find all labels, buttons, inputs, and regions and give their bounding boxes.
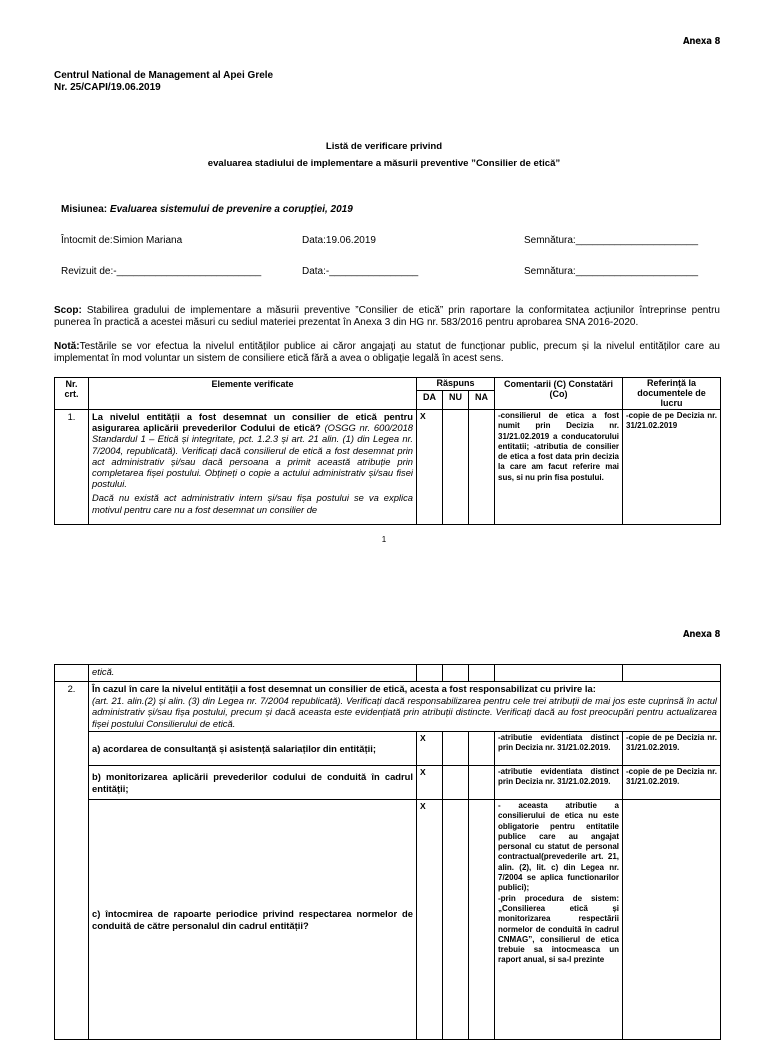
org-ref: Nr. 25/CAPI/19.06.2019 <box>54 82 161 93</box>
table-row <box>55 410 721 525</box>
scope-label: Scop: <box>54 305 82 316</box>
mission-label: Misiunea: <box>61 204 108 215</box>
prepared-date: Data:19.06.2019 <box>302 235 376 246</box>
title-line-1: Listă de verificare privind <box>325 141 443 152</box>
answer-na <box>469 410 495 525</box>
header-answer: Răspuns <box>417 378 495 391</box>
signature-1: Semnătura:______________________ <box>524 235 699 246</box>
empty-cell <box>443 665 469 682</box>
header-na: NA <box>469 391 495 410</box>
sub-b-comment: -atributie evidentiata distinct prin Decizia nr. 31/21.02.2019. <box>495 766 623 800</box>
table-row <box>55 766 721 800</box>
sub-a-reference: -copie de pe Decizia nr. 31/21.02.2019. <box>623 732 721 766</box>
answer-nu <box>443 410 469 525</box>
empty-cell <box>443 732 469 766</box>
page-separator <box>0 556 768 568</box>
empty-cell <box>443 766 469 800</box>
table-row <box>55 665 721 682</box>
annex-label: Anexa 8 <box>683 36 721 47</box>
row-question <box>89 410 417 525</box>
org-header <box>54 70 273 94</box>
question-italic-2: Dacă nu există act administrativ intern și/sau fișa postului se va explica motivul pentru care nu a fost desemnat un consilier de <box>92 492 413 515</box>
scope-text: Stabilirea gradului de implementare a măsurii preventive ”Consilier de etică” prin raportare la conformitatea acțiunilor întreprinse pentru punerea în practică a acestei măsuri cu sediul materiei prezentat în Anexa 3 din HG nr. 583/2016 pentru aprobarea SNA 2016-2020. <box>54 305 720 328</box>
title-line-2: evaluarea stadiului de implementare a măsurii preventive ”Consilier de etică” <box>207 158 561 169</box>
cont-nr <box>55 665 89 682</box>
empty-cell <box>417 665 443 682</box>
answer-da: X <box>417 410 443 525</box>
sub-c-comment: - aceasta atributie a consilierului de etica nu este obligatorie pentru entitatile publice care au angajat personal cu statut de personal contractual(prevederile art. 21, alin. (2), lit. c) din Legea nr. 7/2004 se aplica functionarilor publici); -prin procedura de sistem:„Consilierea etică și monitorizarea respectării normelor de conduită în cadrul CNMAG”, consilierul de etica trebuie sa intocmeasca un raport anual, si sa-l prezinte <box>495 800 623 1040</box>
empty-cell <box>443 800 469 1040</box>
sub-a-text: a) acordarea de consultanță și asistență salariaților din entității; <box>89 732 417 766</box>
row2-intro-italic: (art. 21. alin.(2) și alin. (3) din Legea nr. 7/2004 republicată). Verificați dacă responsabilizarea pentru cele trei atribuții de mai jos este cuprinsă în actul administrativ și/sau fișa postului, precum și dacă aceasta este evidențiată prin atribuții distincte. Verificați dacă au fost preocupări pentru actualizarea fișei postului Consilierului de etică. <box>92 694 717 729</box>
sub-b-reference: -copie de pe Decizia nr. 31/21.02.2019. <box>623 766 721 800</box>
org-name: Centrul National de Management al Apei Grele <box>54 70 274 81</box>
empty-cell <box>469 800 495 1040</box>
sub-a-da: X <box>417 732 443 766</box>
scope-paragraph <box>54 305 720 329</box>
mission <box>61 204 353 215</box>
revised-date: Data:-________________ <box>302 266 419 277</box>
row2-intro-bold: În cazul în care la nivelul entității a fost desemnat un consilier de etică, acesta a fost responsabilizat cu privire la: <box>92 683 596 694</box>
header-elements: Elemente verificate <box>89 378 417 410</box>
sub-a-comment: -atributie evidentiata distinct prin Decizia nr. 31/21.02.2019. <box>495 732 623 766</box>
note-label: Notă: <box>54 341 80 352</box>
empty-cell <box>469 665 495 682</box>
checklist-table-page1 <box>54 377 721 525</box>
revised-by: Revizuit de:-__________________________ <box>61 266 262 277</box>
empty-cell <box>495 665 623 682</box>
mission-text: Evaluarea sistemului de prevenire a corupției, 2019 <box>109 204 353 215</box>
row2-nr: 2. <box>55 682 89 1040</box>
empty-cell <box>469 732 495 766</box>
checklist-table-page2 <box>54 664 721 1040</box>
annex-label-page2: Anexa 8 <box>683 629 721 640</box>
question-italic: (OSGG nr. 600/2018 Standardul 1 – Etică și integritate, pct. 1.2.3 și art. 21 alin. (1) din Legea nr. 7/2004, republicată). Verificați dacă consilierul de etică a fost desemnat prin act administrativ și/sau dacă persoana a primit această atribuție prin completarea fișei postului. Obțineți o copie a actului administrativ și/sau fisei postului. <box>92 422 414 490</box>
sub-c-da: X <box>417 800 443 1040</box>
note-paragraph <box>54 341 720 365</box>
note-text: Testările se vor efectua la nivelul entităților publice ai căror angajați au statut de funcționar public, precum și la nivelul entităților care au implementat în mod voluntar un sistem de consiliere etică fără a avea o obligație legală în acest sens. <box>54 341 720 364</box>
row-comment: -consilierul de etica a fost numit prin Decizia nr. 31/21.02.2019 a conducatorului entitatii; -atributia de consilier de etica a fost data prin decizia la care am facut referire mai sus, si nu prin fisa postului. <box>495 410 623 525</box>
signature-2: Semnătura:______________________ <box>524 266 699 277</box>
question-bold: La nivelul entității a fost desemnat un consilier de etică pentru asigurarea aplicării prevederilor Codului de etică? <box>92 411 413 434</box>
empty-cell <box>469 766 495 800</box>
row2-intro <box>89 682 721 732</box>
table-row <box>55 800 721 1040</box>
header-nu: NU <box>443 391 469 410</box>
document-title <box>0 138 768 172</box>
empty-cell <box>623 665 721 682</box>
page-number: 1 <box>381 535 387 544</box>
prepared-by: Întocmit de:Simion Mariana <box>61 235 183 246</box>
row-reference: -copie de pe Decizia nr. 31/21.02.2019 <box>623 410 721 525</box>
sub-b-da: X <box>417 766 443 800</box>
table-row <box>55 682 721 732</box>
sub-c-text: c) întocmirea de rapoarte periodice privind respectarea normelor de conduită de către personalul din cadrul entității? <box>89 800 417 1040</box>
sub-b-text: b) monitorizarea aplicării prevederilor codului de conduită în cadrul entității; <box>89 766 417 800</box>
header-da: DA <box>417 391 443 410</box>
cont-text: etică. <box>89 665 417 682</box>
header-nr: Nr. crt. <box>55 378 89 410</box>
header-reference: Referință la documentele de lucru <box>623 378 721 410</box>
empty-cell <box>623 800 721 1040</box>
header-comments: Comentarii (C) Constatări (Co) <box>495 378 623 410</box>
row-nr: 1. <box>55 410 89 525</box>
table-row <box>55 732 721 766</box>
